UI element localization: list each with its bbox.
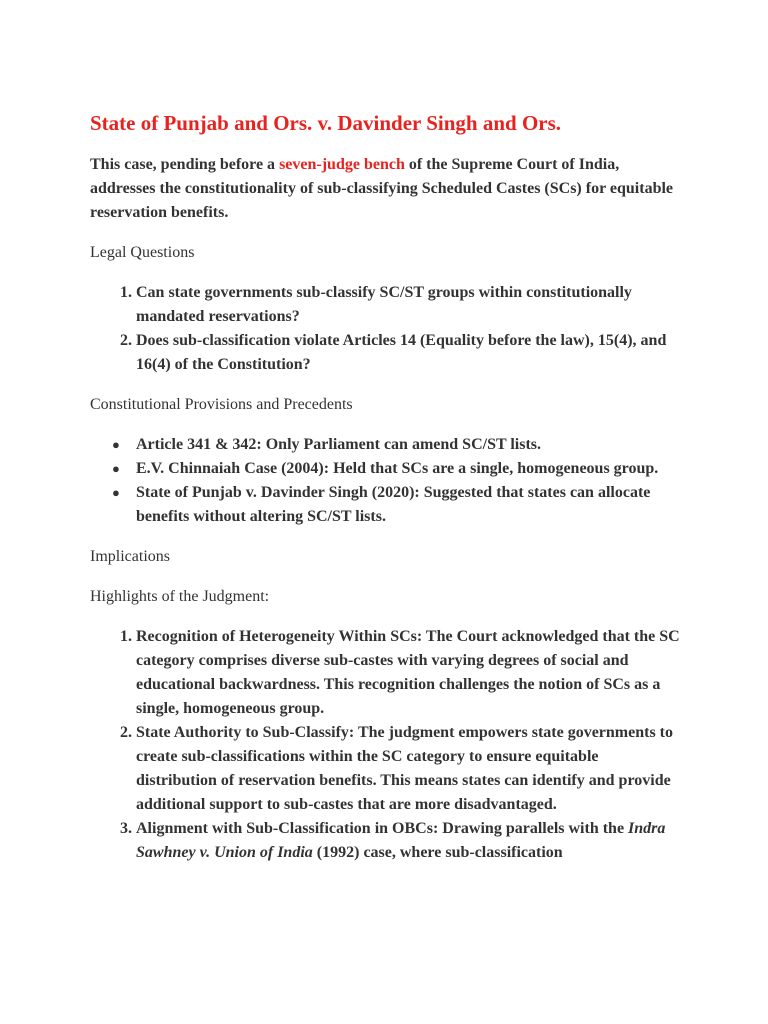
case-name: Indra Sawhney v. Union of India: [136, 820, 666, 861]
implications-heading: Implications: [90, 548, 170, 565]
provisions-list: [90, 433, 680, 529]
legal-questions-heading: Legal Questions: [90, 244, 195, 261]
intro-highlight: seven-judge bench: [279, 156, 405, 173]
provisions-heading: Constitutional Provisions and Precedents: [90, 396, 353, 413]
list-item: [112, 481, 680, 529]
intro-text-after: of the Supreme Court of India, addresses the constitutionality of sub-classifying Scheduled Castes (SCs) for equitable reservation benefits.: [90, 156, 674, 221]
list-item: [136, 817, 680, 865]
list-item-text: E.V. Chinnaiah Case (2004): Held that SCs are a single, homogeneous group.: [136, 460, 659, 477]
document-page: [90, 108, 680, 881]
item3-text-before: Alignment with Sub-Classification in OBCs: Drawing parallels with the: [136, 820, 629, 837]
highlights-heading: Highlights of the Judgment:: [90, 588, 270, 605]
highlights-list: [90, 625, 680, 865]
list-item: 2. State Authority to Sub-Classify: The judgment empowers state governments to create sub-classifications within the SC category to ensure equitable distribution of reservation benefits. This means states can identify and provide additional support to sub-castes that are more disadvantaged.: [136, 721, 680, 817]
list-item: 1. Recognition of Heterogeneity Within SCs: The Court acknowledged that the SC category comprises diverse sub-castes with varying degrees of social and educational backwardness. This recognition challenges the notion of SCs as a single, homogeneous group.: [136, 625, 680, 721]
intro-text-before: This case, pending before a: [90, 156, 280, 173]
bullet-icon: ●: [112, 437, 120, 452]
intro-paragraph: [90, 153, 680, 225]
bullet-icon: ●: [112, 485, 120, 500]
list-item: [112, 457, 680, 481]
bullet-icon: ●: [112, 461, 120, 476]
list-item: [112, 433, 680, 457]
list-item: 2. Does sub-classification violate Articles 14 (Equality before the law), 15(4), and 16(4) of the Constitution?: [136, 329, 680, 377]
legal-questions-list: [90, 281, 680, 377]
list-item-text: State of Punjab v. Davinder Singh (2020): Suggested that states can allocate benefits without altering SC/ST lists.: [136, 484, 651, 525]
list-item-text: Article 341 & 342: Only Parliament can amend SC/ST lists.: [136, 436, 542, 453]
item3-text-after: (1992) case, where sub-classification: [312, 844, 563, 861]
list-item: 1. Can state governments sub-classify SC/ST groups within constitutionally mandated reservations?: [136, 281, 680, 329]
document-title: State of Punjab and Ors. v. Davinder Singh and Ors.: [90, 111, 562, 135]
